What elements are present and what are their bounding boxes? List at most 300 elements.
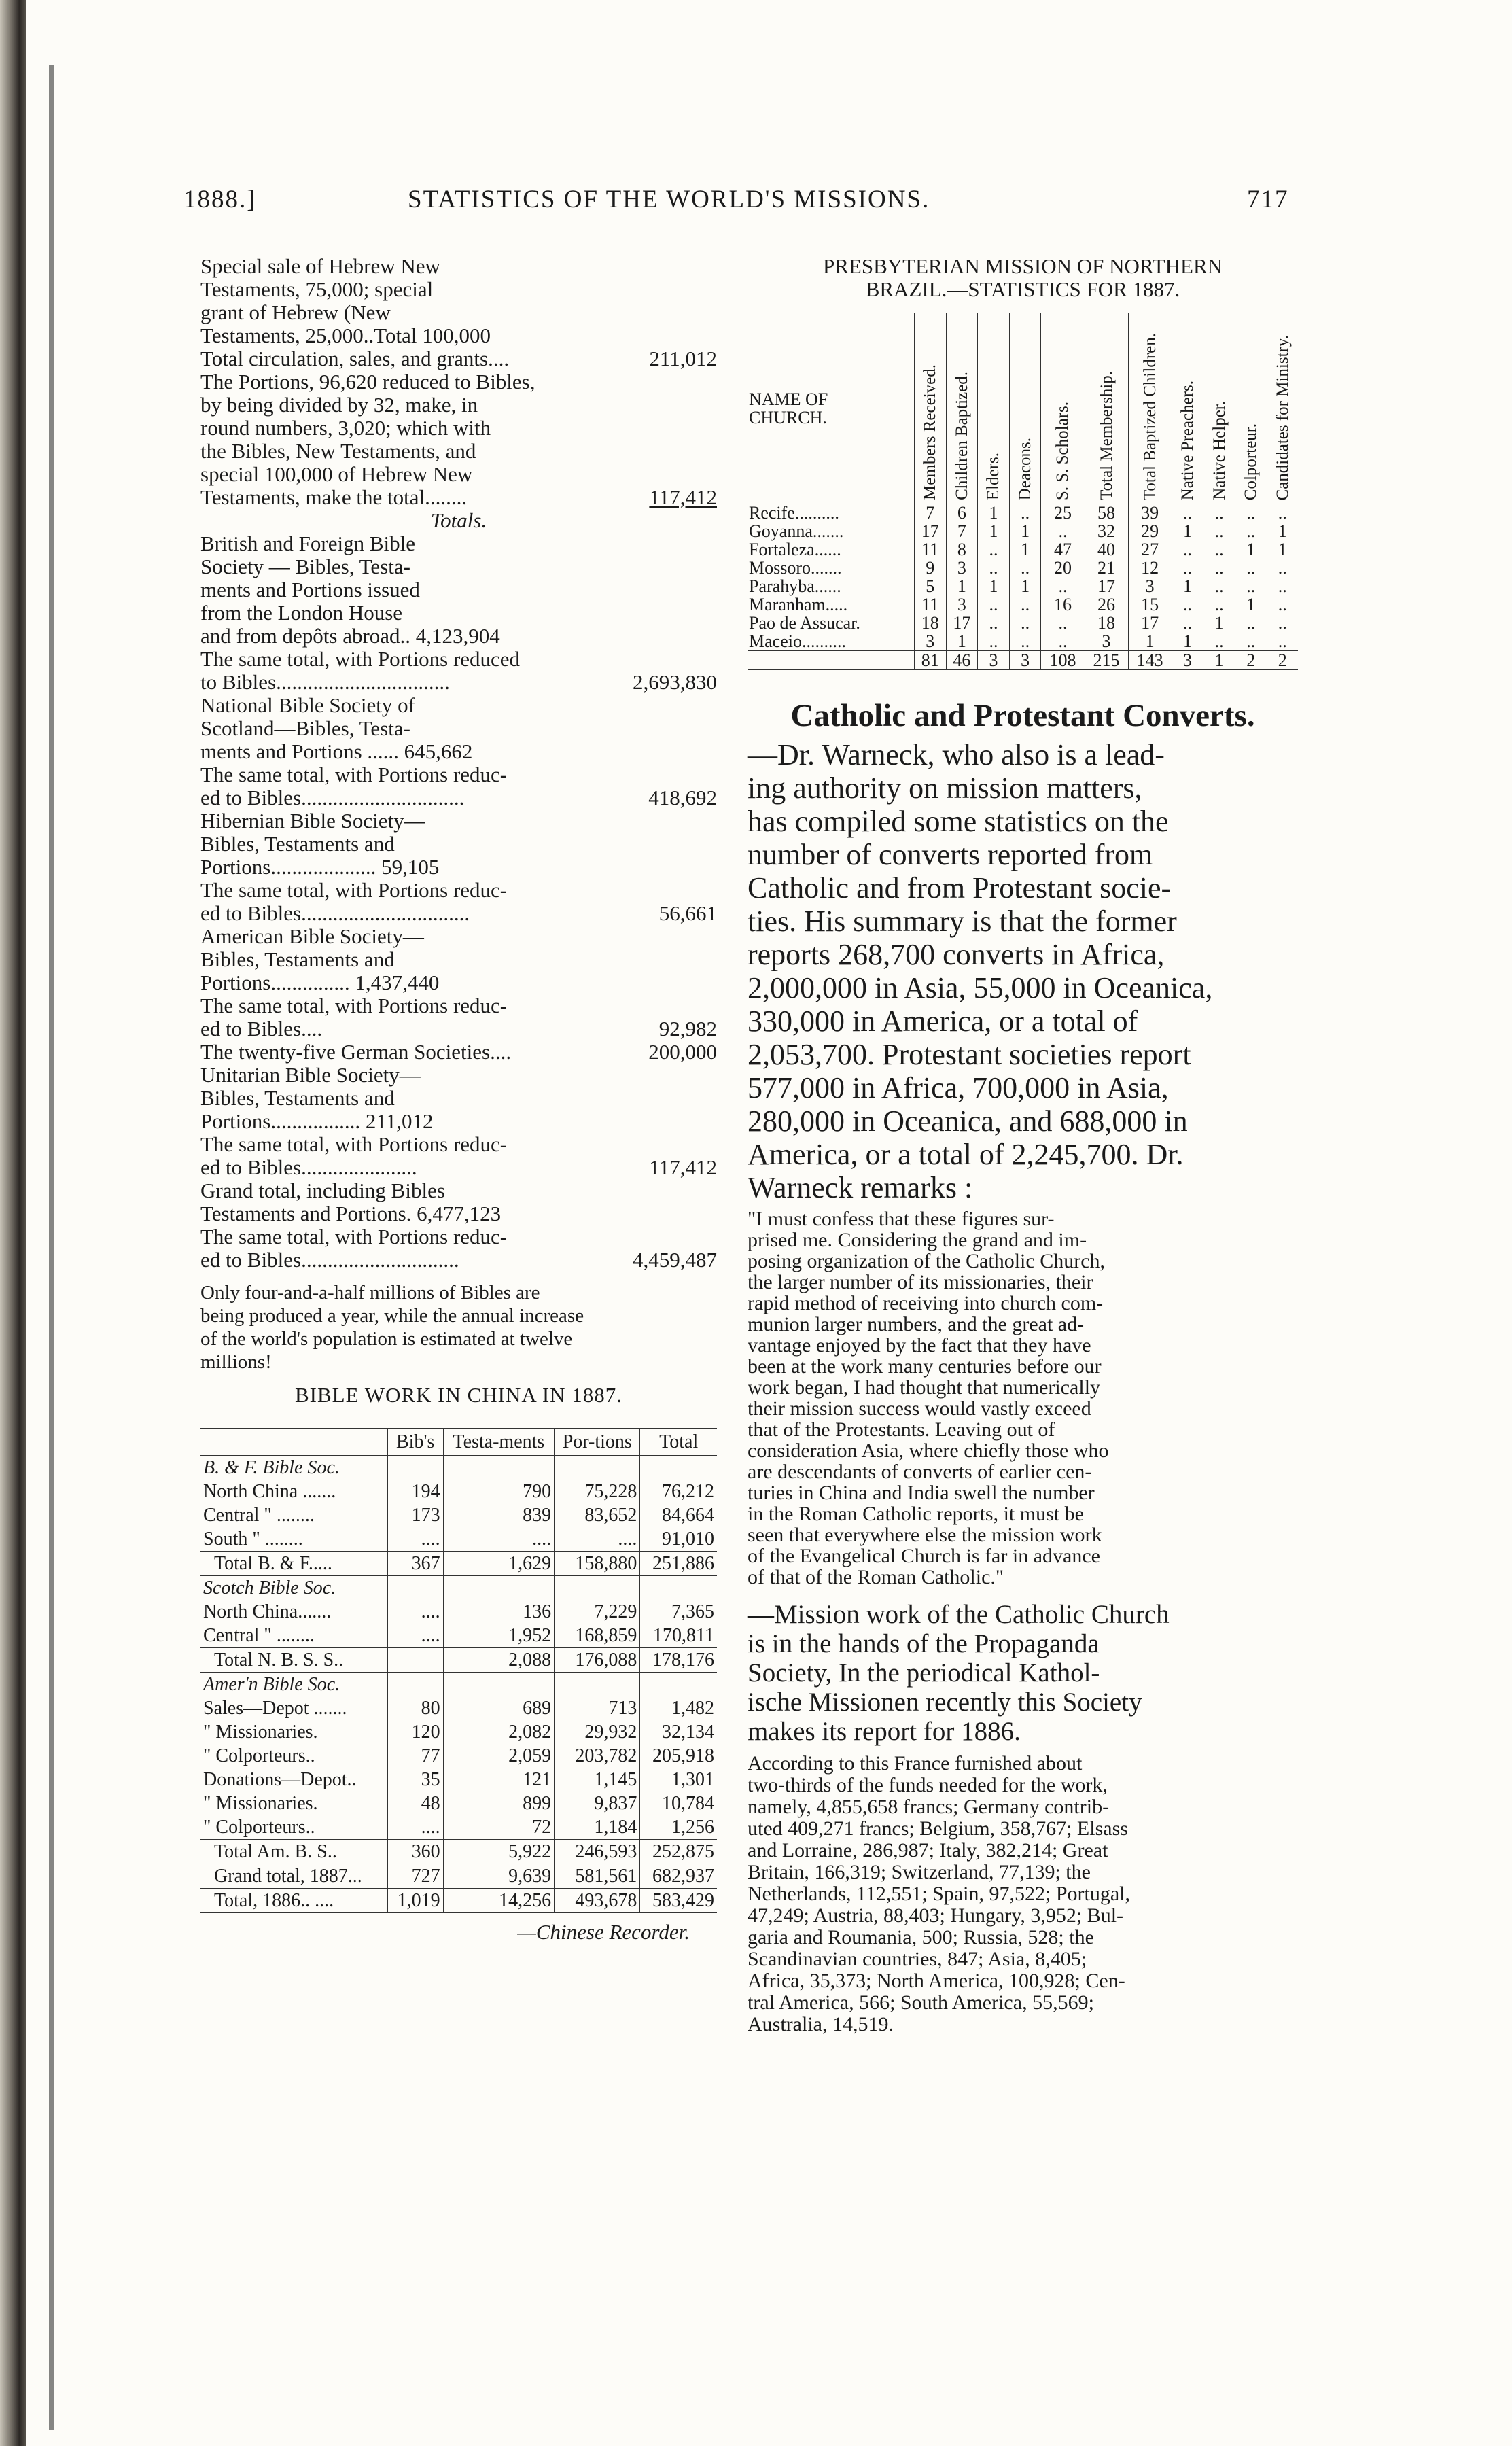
paragraph-line: 2,000,000 in Asia, 55,000 in Oceanica, (748, 971, 1213, 1004)
table-cell: 9,639 (443, 1864, 555, 1889)
table-cell: 1 (1128, 632, 1172, 651)
table-cell: 5 (914, 577, 946, 595)
total-row (200, 1156, 717, 1179)
table-cell: 8 (946, 540, 978, 559)
table-cell: 3 (946, 595, 978, 614)
converts-heading: Catholic and Protestant Converts. (790, 698, 1255, 733)
paragraph-line: ing authority on mission matters, (748, 771, 1142, 805)
table-cell: 2 (1235, 651, 1267, 670)
table-cell: 170,811 (640, 1624, 717, 1648)
table-cell: 11 (914, 540, 946, 559)
table-cell: 1 (1172, 632, 1203, 651)
note-line: being produced a year, while the annual increase (200, 1305, 584, 1327)
column-header (1009, 313, 1041, 504)
table-cell: Total, 1886.. .... (200, 1889, 387, 1913)
table-cell: Maranham..... (749, 595, 848, 614)
warneck-paragraph (748, 738, 1298, 1204)
table-cell: .. (1203, 504, 1235, 522)
table-cell: 3 (1128, 577, 1172, 595)
table-row (748, 540, 1298, 559)
paragraph-line: —Dr. Warneck, who also is a lead- (748, 738, 1165, 771)
table-cell: 581,561 (555, 1864, 640, 1889)
table-cell: .. (1172, 504, 1203, 522)
quote-line: "I must confess that these figures sur- (748, 1208, 1055, 1230)
table-cell: .. (1172, 595, 1203, 614)
table-cell: 367 (387, 1552, 443, 1576)
right-column (748, 255, 1298, 2036)
table-row (748, 522, 1298, 540)
text-line: The Portions, 96,620 reduced to Bibles, (200, 370, 535, 394)
paragraph-line: 330,000 in America, or a total of (748, 1004, 1138, 1038)
header-line: NAME OF (749, 389, 828, 409)
table-cell: .. (1203, 632, 1235, 651)
header-line: CHURCH. (749, 408, 827, 427)
table-cell: .. (1267, 559, 1298, 577)
totals-heading: Totals. (430, 509, 487, 532)
total-label: and from depôts abroad.. 4,123,904 (200, 625, 500, 648)
table-cell: South " ........ (203, 1528, 303, 1550)
column-header (200, 1429, 387, 1456)
table-cell: .. (1009, 559, 1041, 577)
table-cell: 203,782 (555, 1744, 640, 1768)
table-cell: Goyanna....... (749, 521, 844, 541)
table-cell: 1 (1203, 651, 1235, 670)
column-label: Children Baptized. (952, 372, 971, 500)
table-cell: " Colporteurs.. (203, 1745, 315, 1766)
text-line: ments and Portions issued (200, 578, 420, 601)
quote-line: turies in China and India swell the number (748, 1482, 1095, 1504)
paragraph-line: namely, 4,855,658 francs; Germany contrib- (748, 1796, 1110, 1818)
table-cell: .. (1203, 559, 1235, 577)
table-header-row (200, 1429, 717, 1456)
table-cell: 39 (1128, 504, 1172, 522)
table-cell: 15 (1128, 595, 1172, 614)
table-cell: .. (1235, 504, 1267, 522)
total-row (200, 786, 717, 809)
total-row (200, 1202, 717, 1225)
table-cell: 29 (1128, 522, 1172, 540)
table-cell: 1 (1009, 577, 1041, 595)
table-cell: 727 (387, 1864, 443, 1889)
page-edge-line (49, 65, 54, 2430)
table-cell: .. (1203, 577, 1235, 595)
text-line: Bibles, Testaments and (200, 833, 395, 856)
header-page-number: 717 (1247, 186, 1289, 213)
paragraph-line: is in the hands of the Propaganda (748, 1629, 1100, 1658)
table-cell: 11 (914, 595, 946, 614)
table-cell: 7 (914, 504, 946, 522)
note-line: millions! (200, 1351, 272, 1373)
table-cell: 35 (387, 1768, 443, 1792)
table-cell: 1 (946, 577, 978, 595)
total-label: ed to Bibles............................... (200, 786, 465, 809)
table-cell: 16 (1041, 595, 1085, 614)
table-cell: 3 (1085, 632, 1128, 651)
column-header (1128, 313, 1172, 504)
paragraph-line: 280,000 in Oceanica, and 688,000 in (748, 1104, 1188, 1138)
table-cell: .. (1203, 522, 1235, 540)
table-cell: 1 (1009, 522, 1041, 540)
table-cell: .... (387, 1600, 443, 1624)
table-cell: .. (1267, 595, 1298, 614)
table-cell: 899 (443, 1792, 555, 1815)
text-line: by being divided by 32, make, in (200, 394, 478, 417)
text-line: Grand total, including Bibles (200, 1179, 445, 1202)
table-cell: .. (1267, 504, 1298, 522)
paragraph-line: tral America, 566; South America, 55,569; (748, 1991, 1094, 2014)
text-line: The same total, with Portions reduc- (200, 1225, 508, 1248)
table-cell: 29,932 (555, 1720, 640, 1744)
table-cell: 17 (914, 522, 946, 540)
table-cell: 1 (1203, 614, 1235, 632)
china-table-title: BIBLE WORK IN CHINA IN 1887. (294, 1383, 623, 1407)
text-line: Testaments, 25,000..Total 100,000 (200, 324, 491, 347)
paragraph-line: Australia, 14,519. (748, 2013, 894, 2036)
warneck-quote (748, 1208, 1298, 1588)
table-cell: 689 (443, 1696, 555, 1720)
table-cell: .. (1009, 595, 1041, 614)
society-totals-list (200, 532, 717, 1272)
text-line: The same total, with Portions reduc- (200, 994, 508, 1017)
table-cell: 713 (555, 1696, 640, 1720)
table-cell: 3 (1172, 651, 1203, 670)
bible-work-china-table (200, 1428, 717, 1913)
quote-line: of the Evangelical Church is far in advance (748, 1545, 1100, 1567)
table-cell: 32 (1085, 522, 1128, 540)
column-label: Members Received. (921, 364, 940, 500)
table-cell: .. (1009, 632, 1041, 651)
paragraph-line: Warneck remarks : (748, 1171, 973, 1204)
table-cell (387, 1648, 443, 1673)
total-circulation-row: Total circulation, sales, and grants.... 211,012 (200, 347, 717, 370)
text-line: Special sale of Hebrew New (200, 255, 440, 278)
table-cell: 80 (387, 1696, 443, 1720)
table-row (200, 1696, 717, 1720)
paragraph-line: number of converts reported from (748, 838, 1153, 871)
table-cell: .. (1203, 595, 1235, 614)
column-label: Colporteur. (1242, 423, 1261, 500)
column-header (1172, 313, 1203, 504)
table-cell: 91,010 (640, 1527, 717, 1552)
table-cell: Amer'n Bible Soc. (203, 1674, 340, 1695)
propaganda-paragraph (748, 1600, 1298, 1746)
total-row (200, 1017, 717, 1041)
table-row (200, 1648, 717, 1673)
column-header (946, 313, 978, 504)
table-cell: 1 (1009, 540, 1041, 559)
table-cell: .. (978, 595, 1010, 614)
table-cell: 143 (1128, 651, 1172, 670)
column-label: Total Baptized Children. (1140, 332, 1159, 500)
header-title: STATISTICS OF THE WORLD'S MISSIONS. (408, 186, 930, 213)
text-line: from the London House (200, 601, 403, 625)
table-row (200, 1840, 717, 1864)
table-row (200, 1527, 717, 1552)
table-cell: .. (978, 632, 1010, 651)
table-cell: .. (978, 559, 1010, 577)
column-header: Por-tions (555, 1429, 640, 1456)
make-total-row: Testaments, make the total........ 117,412 (200, 486, 717, 509)
table-row (748, 632, 1298, 651)
total-row (200, 1041, 717, 1064)
table-cell: .. (1172, 540, 1203, 559)
column-label: Total Membership. (1097, 371, 1116, 500)
table-cell: Grand total, 1887... (200, 1864, 387, 1889)
column-header: Bib's (387, 1429, 443, 1456)
table-cell: 1 (978, 522, 1010, 540)
table-cell: 136 (443, 1600, 555, 1624)
text-line: Testaments, 75,000; special (200, 278, 434, 301)
total-row (200, 1248, 717, 1272)
table-cell: 246,593 (555, 1840, 640, 1864)
total-label: ed to Bibles................................ (200, 902, 470, 925)
column-label: Deacons. (1016, 437, 1035, 500)
table-cell: 12 (1128, 559, 1172, 577)
table-cell: 9,837 (555, 1792, 640, 1815)
table-cell: .. (1041, 632, 1085, 651)
table-cell: 1,256 (640, 1815, 717, 1840)
left-column (200, 255, 717, 1944)
table-cell: North China....... (203, 1601, 332, 1622)
quote-line: munion larger numbers, and the great ad- (748, 1313, 1085, 1335)
total-label: The twenty-five German Societies.... (200, 1041, 512, 1064)
table-cell: 360 (387, 1840, 443, 1864)
presbyterian-brazil-table (748, 313, 1298, 670)
table-cell: 176,088 (555, 1648, 640, 1673)
table-cell: 18 (1085, 614, 1128, 632)
text-line: Bibles, Testaments and (200, 948, 395, 971)
table-cell: 7,365 (640, 1600, 717, 1624)
table-cell: 839 (443, 1503, 555, 1527)
column-header: Testa-ments (443, 1429, 555, 1456)
paragraph-line: has compiled some statistics on the (748, 805, 1169, 838)
table-cell: 178,176 (640, 1648, 717, 1673)
total-label: Testaments and Portions. 6,477,123 (200, 1202, 502, 1225)
title-line: BRAZIL.—STATISTICS FOR 1887. (865, 277, 1180, 301)
section-row (200, 1576, 717, 1601)
table-cell (640, 1456, 717, 1480)
header-year: 1888.] (183, 186, 257, 213)
paragraph-line: ische Missionen recently this Society (748, 1688, 1142, 1717)
bible-sales-intro (200, 255, 717, 347)
column-header (978, 313, 1010, 504)
table-cell: 9 (914, 559, 946, 577)
table-row (200, 1889, 717, 1913)
totals-row (748, 651, 1298, 670)
quote-line: posing organization of the Catholic Church, (748, 1250, 1106, 1272)
table-cell: 17 (946, 614, 978, 632)
column-header: Total (640, 1429, 717, 1456)
table-cell: 48 (387, 1792, 443, 1815)
table-cell: .. (1235, 577, 1267, 595)
total-row (200, 971, 717, 994)
table-cell: 3 (914, 632, 946, 651)
table-cell (748, 651, 914, 670)
total-value: 200,000 (648, 1041, 717, 1064)
table-cell: .. (1235, 559, 1267, 577)
table-row (200, 1600, 717, 1624)
text-line: the Bibles, New Testaments, and (200, 440, 476, 463)
quote-line: vantage enjoyed by the fact that they have (748, 1334, 1091, 1357)
total-row (200, 625, 717, 648)
table-cell: 1 (1235, 595, 1267, 614)
text-line: The same total, with Portions reduc- (200, 1133, 508, 1156)
column-header (1235, 313, 1267, 504)
table-cell: .. (1235, 614, 1267, 632)
table-cell (640, 1673, 717, 1697)
table-cell: 5,922 (443, 1840, 555, 1864)
paragraph-line: According to this France furnished about (748, 1752, 1083, 1775)
table-cell: .. (1172, 614, 1203, 632)
note-line: of the world's population is estimated at twelve (200, 1328, 573, 1350)
table-cell: .. (1267, 577, 1298, 595)
table-cell: 58 (1085, 504, 1128, 522)
table-cell (555, 1673, 640, 1697)
paragraph-line: America, or a total of 2,245,700. Dr. (748, 1138, 1184, 1171)
table-cell (640, 1576, 717, 1601)
table-cell: 83,652 (555, 1503, 640, 1527)
total-value: 418,692 (648, 786, 717, 809)
table-cell: 1 (1172, 522, 1203, 540)
table-cell (555, 1576, 640, 1601)
text-line: The same total, with Portions reduc- (200, 763, 508, 786)
table-cell (443, 1673, 555, 1697)
total-value: 4,459,487 (633, 1248, 717, 1272)
table-cell: 790 (443, 1480, 555, 1503)
table-cell: " Missionaries. (203, 1793, 318, 1814)
table-cell: 194 (387, 1480, 443, 1503)
table-cell: " Colporteurs.. (203, 1817, 315, 1838)
table-row (748, 614, 1298, 632)
table-cell: 17 (1128, 614, 1172, 632)
table-row (748, 559, 1298, 577)
table-row (748, 504, 1298, 522)
table-cell: 2,082 (443, 1720, 555, 1744)
book-spine-shadow (0, 0, 26, 2446)
column-label: Native Preachers. (1178, 380, 1197, 500)
table-cell: .. (1041, 577, 1085, 595)
table-cell: 3 (946, 559, 978, 577)
table-cell: North China ....... (203, 1481, 336, 1502)
table-cell: 1,952 (443, 1624, 555, 1648)
quote-line: rapid method of receiving into church com- (748, 1292, 1104, 1314)
table-cell: 205,918 (640, 1744, 717, 1768)
quote-line: that of the Protestants. Leaving out of (748, 1418, 1055, 1441)
table-cell: Scotch Bible Soc. (203, 1577, 336, 1598)
table-cell: 27 (1128, 540, 1172, 559)
table-cell: 32,134 (640, 1720, 717, 1744)
table-cell: Parahyba...... (749, 576, 841, 596)
table-row (200, 1768, 717, 1792)
table-cell: 1,184 (555, 1815, 640, 1840)
table-cell: .. (1267, 614, 1298, 632)
table-cell: " Missionaries. (203, 1722, 318, 1743)
table-cell: .. (1009, 614, 1041, 632)
text-line: British and Foreign Bible (200, 532, 416, 555)
table-cell: Total B. & F..... (200, 1552, 387, 1576)
table-cell: 10,784 (640, 1792, 717, 1815)
table-source: —Chinese Recorder. (517, 1920, 690, 1944)
column-header (1041, 313, 1085, 504)
table-cell: 84,664 (640, 1503, 717, 1527)
table-cell: .. (1235, 522, 1267, 540)
table-cell (443, 1576, 555, 1601)
table-cell: 2 (1267, 651, 1298, 670)
table-cell: 21 (1085, 559, 1128, 577)
column-label: Candidates for Ministry. (1273, 334, 1292, 500)
quote-line: prised me. Considering the grand and im- (748, 1229, 1087, 1251)
table-cell: 1 (1235, 540, 1267, 559)
table-header-row (748, 313, 1298, 504)
table-cell (387, 1456, 443, 1480)
table-cell: 46 (946, 651, 978, 670)
total-row (200, 902, 717, 925)
total-value: 92,982 (658, 1017, 717, 1041)
total-label: ed to Bibles...................... (200, 1156, 417, 1179)
table-cell: Central " ........ (203, 1505, 315, 1526)
column-header (1267, 313, 1298, 504)
total-value: 117,412 (649, 1156, 717, 1179)
total-label: Portions.................... 59,105 (200, 856, 440, 879)
text-line: The same total, with Portions reduc- (200, 879, 508, 902)
text-line: Unitarian Bible Society— (200, 1064, 421, 1087)
table-cell: Sales—Depot ....... (203, 1698, 347, 1719)
table-cell: .. (1267, 632, 1298, 651)
paragraph-line: 47,249; Austria, 88,403; Hungary, 3,952; Bul- (748, 1904, 1124, 1927)
table-cell: 2,059 (443, 1744, 555, 1768)
table-cell: .. (1172, 559, 1203, 577)
quote-line: in the Roman Catholic reports, it must be (748, 1503, 1084, 1525)
text-line: round numbers, 3,020; which with (200, 417, 491, 440)
table-row (200, 1864, 717, 1889)
title-line: PRESBYTERIAN MISSION OF NORTHERN (822, 254, 1223, 278)
table-cell: .. (1041, 614, 1085, 632)
table-row (748, 595, 1298, 614)
section-row (200, 1456, 717, 1480)
table-cell: 1 (946, 632, 978, 651)
table-cell: 81 (914, 651, 946, 670)
text-line: American Bible Society— (200, 925, 424, 948)
table-cell: 173 (387, 1503, 443, 1527)
table-row (200, 1624, 717, 1648)
table-cell: Donations—Depot.. (203, 1769, 357, 1790)
table-cell: .... (387, 1527, 443, 1552)
column-header (914, 313, 946, 504)
table-cell: Central " ........ (203, 1625, 315, 1646)
name-of-church-header (748, 313, 914, 504)
table-cell: 108 (1041, 651, 1085, 670)
table-cell: .... (387, 1815, 443, 1840)
table-row (200, 1720, 717, 1744)
paragraph-line: Africa, 35,373; North America, 100,928; Cen- (748, 1970, 1125, 1992)
table-cell: 1,482 (640, 1696, 717, 1720)
paragraph-line: and Lorraine, 286,987; Italy, 382,214; Great (748, 1839, 1108, 1862)
column-label: Native Helper. (1210, 401, 1229, 500)
paragraph-line: Netherlands, 112,551; Spain, 97,522; Portugal, (748, 1883, 1130, 1905)
total-row (200, 1110, 717, 1133)
table-row (200, 1744, 717, 1768)
text-line: Bibles, Testaments and (200, 1087, 395, 1110)
paragraph-line: 577,000 in Africa, 700,000 in Asia, (748, 1071, 1169, 1104)
table-cell: .. (978, 614, 1010, 632)
table-cell: 682,937 (640, 1864, 717, 1889)
table-cell: 6 (946, 504, 978, 522)
column-header (1085, 313, 1128, 504)
paragraph-line: reports 268,700 converts in Africa, (748, 938, 1165, 971)
table-cell: B. & F. Bible Soc. (203, 1457, 340, 1478)
table-cell: .... (387, 1624, 443, 1648)
table-cell: 14,256 (443, 1889, 555, 1913)
